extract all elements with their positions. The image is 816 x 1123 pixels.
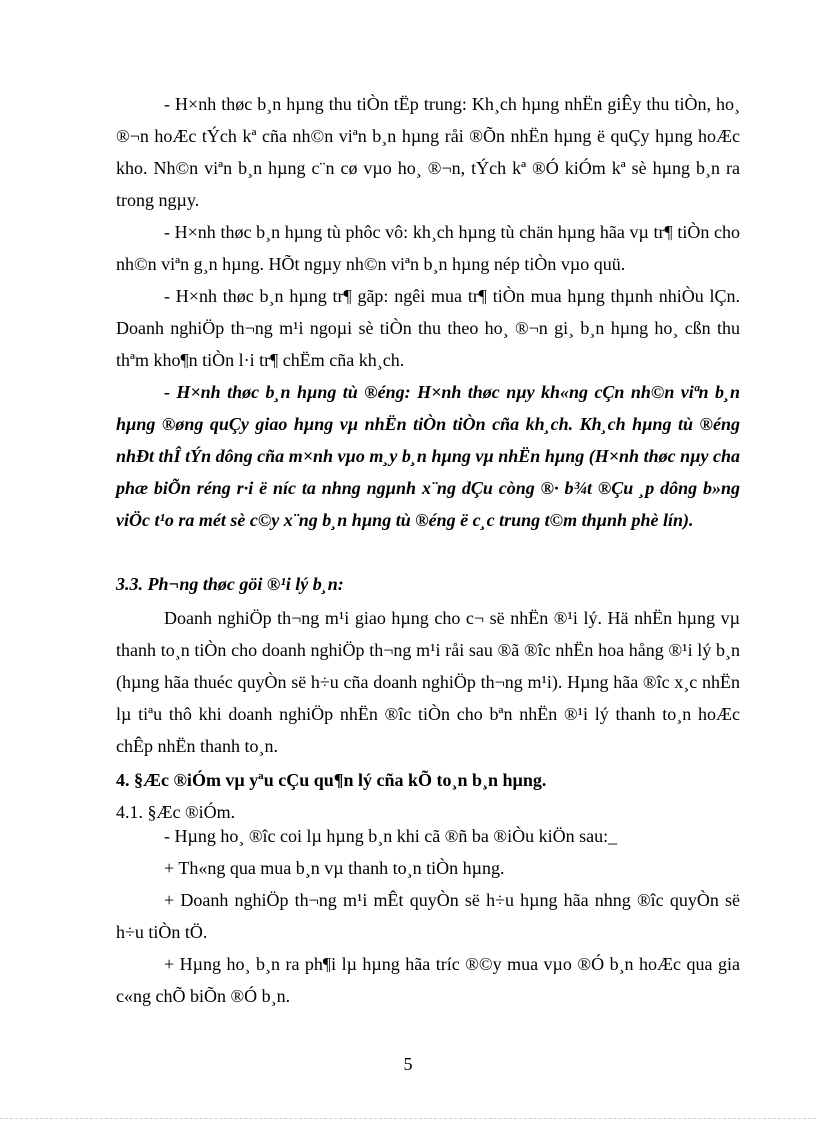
paragraph-self-service: - H×nh thøc b¸n hµng tù phôc vô: kh¸ch hµng tù chän hµng hãa vµ tr¶ tiÒn cho nh©n viªn g¸n hµng. HÕt ngµy nh©n viªn b¸n hµng nép tiÒn vµo quü.	[116, 222, 740, 274]
heading-4: 4. §Æc ®iÓm vµ yªu cÇu qu¶n lý cña kÕ to¸n b¸n hµng.	[116, 770, 547, 790]
page-number: 5	[403, 1054, 413, 1074]
paragraph-consignment: Doanh nghiÖp th¬ng m¹i giao hµng cho c¬ së nhËn ®¹i lý. Hä nhËn hµng vµ thanh to¸n tiÒn cho doanh nghiÖp th¬ng m¹i råi sau ®ã ®îc nhËn hoa hång ®¹i lý b¸n (hµng hãa thuéc quyÒn së h÷u cña doanh nghiÖp th¬ng m¹i). Hµng hãa ®îc x¸c nhËn lµ tiªu thô khi doanh nghiÖp nhËn ®îc tiÒn cho bªn nhËn ®¹i lý thanh to¸n hoÆc chÊp nhËn thanh to¸n.	[116, 608, 740, 756]
paragraph-installment: - H×nh thøc b¸n hµng tr¶ gãp: ngêi mua tr¶ tiÒn mua hµng thµnh nhiÒu lÇn. Doanh nghiÖp th¬ng m¹i ngoµi sè tiÒn thu theo ho¸ ®¬n gi¸ b¸n hµng ho¸ cßn thu thªm kho¶n tiÒn l·i tr¶ chËm cña kh¸ch.	[116, 286, 740, 370]
paragraph-condition-1: + Th«ng qua mua b¸n vµ thanh to¸n tiÒn hµng.	[164, 858, 505, 878]
page-bottom-divider	[0, 1118, 816, 1119]
paragraph-condition-3: + Hµng ho¸ b¸n ra ph¶i lµ hµng hãa tríc ®©y mua vµo ®Ó b¸n hoÆc qua gia c«ng chÕ biÕn ®Ó b¸n.	[116, 954, 740, 1006]
paragraph-condition-2: + Doanh nghiÖp th¬ng m¹i mÊt quyÒn së h÷u hµng hãa nhng ®îc quyÒn së h÷u tiÒn tÖ.	[116, 890, 740, 942]
paragraph-automatic-sale: - H×nh thøc b¸n hµng tù ®éng: H×nh thøc nµy kh«ng cÇn nh©n viªn b¸n hµng ®øng quÇy giao hµng vµ nhËn tiÒn tiÒn cña kh¸ch. Kh¸ch hµng tù ®éng nhÐt thÎ tÝn dông cña m×nh vµo m¸y b¸n hµng vµ nhËn hµng (H×nh thøc nµy cha phæ biÕn réng r·i ë níc ta nhng ngµnh x¨ng dÇu còng ®· b¾t ®Çu ¸p dông b»ng viÖc t¹o ra mét sè c©y x¨ng b¸n hµng tù ®éng ë c¸c trung t©m thµnh phè lín).	[116, 382, 740, 530]
paragraph-conditions-intro: - Hµng ho¸ ®îc coi lµ hµng b¸n khi cã ®ñ ba ®iÒu kiÖn sau:_	[164, 826, 618, 846]
heading-3-3: 3.3. Ph¬ng thøc göi ®¹i lý b¸n:	[116, 574, 344, 594]
paragraph-centralized-payment: - H×nh thøc b¸n hµng thu tiÒn tËp trung: Kh¸ch hµng nhËn giÊy thu tiÒn, ho¸ ®¬n hoÆc tÝch kª cña nh©n viªn b¸n hµng råi ®Õn nhËn hµng ë quÇy hµng hoÆc kho. Nh©n viªn b¸n hµng c¨n cø vµo ho¸ ®¬n, tÝch kª ®Ó kiÓm kª sè hµng b¸n ra trong ngµy.	[116, 94, 740, 210]
heading-4-1: 4.1. §Æc ®iÓm.	[116, 802, 236, 822]
